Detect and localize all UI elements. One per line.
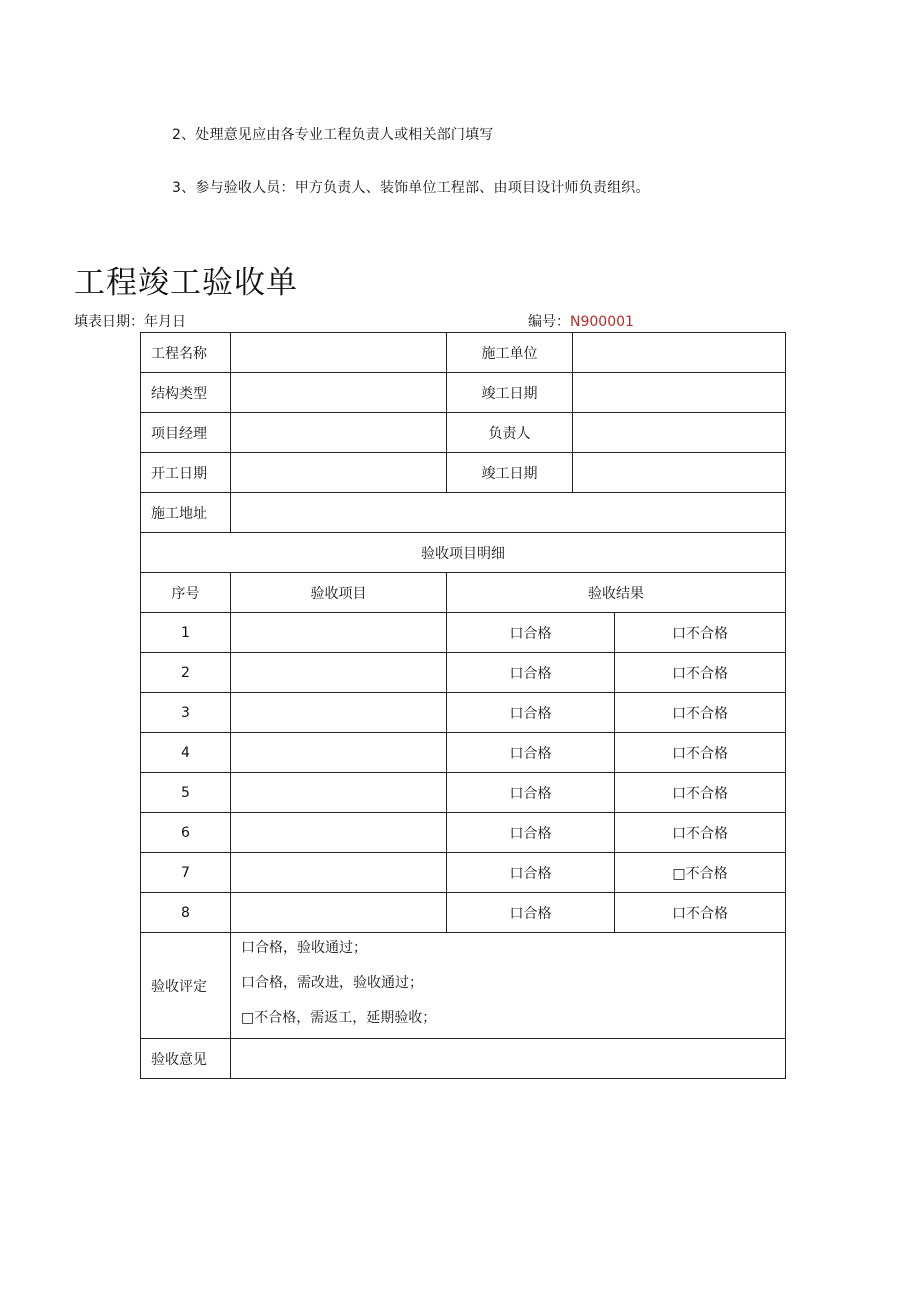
page-title: 工程竣工验收单 <box>74 265 298 301</box>
table-row <box>141 613 786 653</box>
evaluation-option-improve[interactable]: 口合格，需改进，验收通过； <box>241 975 423 991</box>
item-field[interactable] <box>231 613 447 653</box>
info-row <box>141 373 786 413</box>
row-number: 7 <box>141 853 231 893</box>
row-number: 5 <box>141 773 231 813</box>
structure-type-field[interactable] <box>231 373 447 413</box>
pass-checkbox[interactable]: 口合格 <box>447 813 615 853</box>
item-header: 验收项目 <box>231 573 447 613</box>
structure-type-label: 结构类型 <box>141 373 231 413</box>
fail-checkbox[interactable]: 口不合格 <box>615 733 786 773</box>
item-field[interactable] <box>231 853 447 893</box>
row-number: 1 <box>141 613 231 653</box>
column-header-row <box>141 573 786 613</box>
completion-date-label-2: 竣工日期 <box>447 453 573 493</box>
pass-checkbox[interactable]: 口合格 <box>447 733 615 773</box>
note-line-3: 3、参与验收人员：甲方负责人、装饰单位工程部、由项目设计师负责组织。 <box>172 180 650 196</box>
pass-checkbox[interactable]: 口合格 <box>447 773 615 813</box>
opinion-label: 验收意见 <box>141 1039 231 1079</box>
item-field[interactable] <box>231 693 447 733</box>
section-row <box>141 533 786 573</box>
info-row <box>141 493 786 533</box>
pass-checkbox[interactable]: 口合格 <box>447 613 615 653</box>
construction-unit-field[interactable] <box>573 333 786 373</box>
evaluation-option-pass[interactable]: 口合格，验收通过； <box>241 940 367 956</box>
start-date-label: 开工日期 <box>141 453 231 493</box>
fill-date-label: 填表日期：年月日 <box>74 314 186 330</box>
fail-checkbox[interactable]: 口不合格 <box>615 893 786 933</box>
completion-date-label: 竣工日期 <box>447 373 573 413</box>
address-label: 施工地址 <box>141 493 231 533</box>
result-header: 验收结果 <box>447 573 786 613</box>
evaluation-options <box>231 933 786 1039</box>
table-row <box>141 693 786 733</box>
row-number: 6 <box>141 813 231 853</box>
construction-unit-label: 施工单位 <box>447 333 573 373</box>
evaluation-row <box>141 933 786 1039</box>
table-row <box>141 773 786 813</box>
item-field[interactable] <box>231 893 447 933</box>
row-number: 8 <box>141 893 231 933</box>
person-in-charge-field[interactable] <box>573 413 786 453</box>
evaluation-label: 验收评定 <box>141 933 231 1039</box>
row-number: 2 <box>141 653 231 693</box>
fail-checkbox[interactable]: □不合格 <box>615 853 786 893</box>
project-name-field[interactable] <box>231 333 447 373</box>
start-date-field[interactable] <box>231 453 447 493</box>
row-number: 3 <box>141 693 231 733</box>
pass-checkbox[interactable]: 口合格 <box>447 893 615 933</box>
form-number-value: N900001 <box>570 314 634 330</box>
table-row <box>141 733 786 773</box>
form-number <box>528 311 634 331</box>
row-number: 4 <box>141 733 231 773</box>
note-line-2: 2、处理意见应由各专业工程负责人或相关部门填写 <box>172 127 494 143</box>
form-number-label: 编号： <box>528 314 570 330</box>
evaluation-option-fail[interactable]: □不合格，需返工，延期验收； <box>241 1010 437 1026</box>
fail-checkbox[interactable]: 口不合格 <box>615 813 786 853</box>
project-manager-field[interactable] <box>231 413 447 453</box>
pass-checkbox[interactable]: 口合格 <box>447 693 615 733</box>
fail-checkbox[interactable]: 口不合格 <box>615 693 786 733</box>
item-field[interactable] <box>231 653 447 693</box>
seq-header: 序号 <box>141 573 231 613</box>
table-row <box>141 653 786 693</box>
table-row <box>141 893 786 933</box>
fail-checkbox[interactable]: 口不合格 <box>615 613 786 653</box>
section-title: 验收项目明细 <box>141 533 786 573</box>
item-field[interactable] <box>231 733 447 773</box>
completion-date-field-2[interactable] <box>573 453 786 493</box>
info-row <box>141 333 786 373</box>
fail-checkbox[interactable]: 口不合格 <box>615 773 786 813</box>
opinion-row <box>141 1039 786 1079</box>
item-field[interactable] <box>231 813 447 853</box>
item-field[interactable] <box>231 773 447 813</box>
info-row <box>141 453 786 493</box>
acceptance-form-table <box>140 332 786 1079</box>
project-name-label: 工程名称 <box>141 333 231 373</box>
info-row <box>141 413 786 453</box>
table-row <box>141 813 786 853</box>
table-row <box>141 853 786 893</box>
pass-checkbox[interactable]: 口合格 <box>447 853 615 893</box>
opinion-field[interactable] <box>231 1039 786 1079</box>
address-field[interactable] <box>231 493 786 533</box>
person-in-charge-label: 负责人 <box>447 413 573 453</box>
pass-checkbox[interactable]: 口合格 <box>447 653 615 693</box>
fail-checkbox[interactable]: 口不合格 <box>615 653 786 693</box>
completion-date-field[interactable] <box>573 373 786 413</box>
project-manager-label: 项目经理 <box>141 413 231 453</box>
